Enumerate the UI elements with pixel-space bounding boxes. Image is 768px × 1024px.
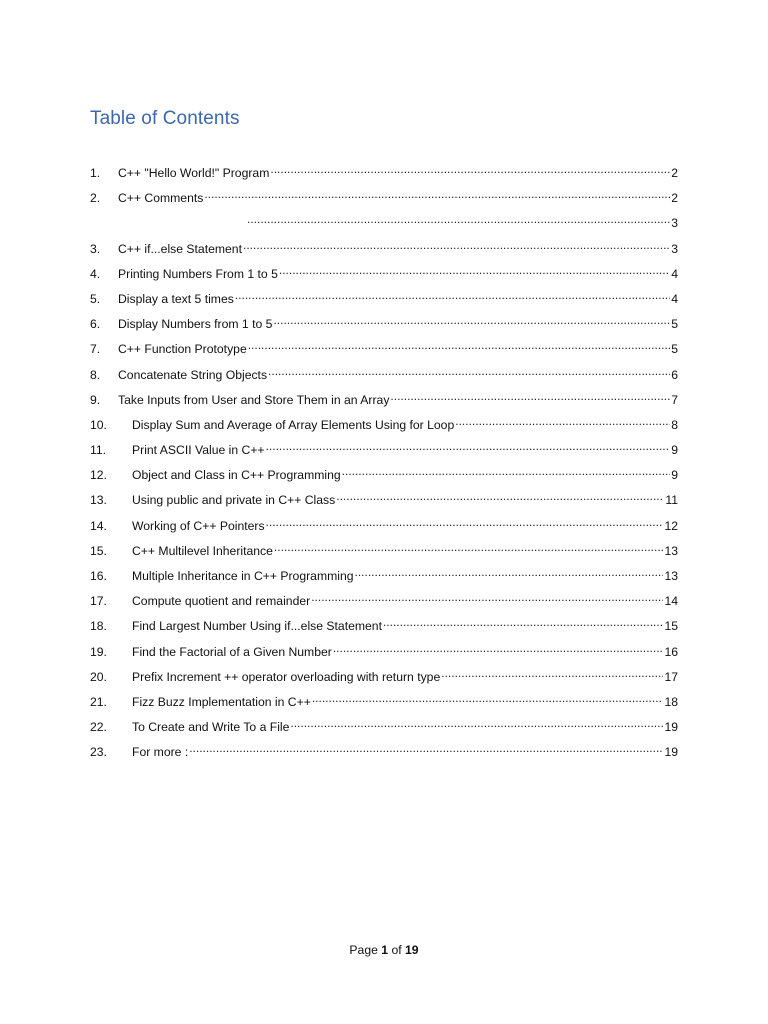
toc-entry-number: 13.: [90, 493, 107, 508]
toc-dot-leader: [333, 644, 664, 656]
toc-entry-page-number[interactable]: 5: [671, 317, 678, 332]
toc-entry-number: 14.: [90, 518, 107, 533]
toc-entry[interactable]: [90, 288, 678, 313]
toc-entry[interactable]: [90, 641, 678, 666]
toc-entry-number: 16.: [90, 569, 107, 583]
toc-dot-leader: [336, 492, 664, 504]
toc-entry-label[interactable]: To Create and Write To a File: [132, 720, 290, 735]
toc-entry-page-number[interactable]: 7: [671, 392, 678, 407]
toc-entry-page-number[interactable]: 2: [671, 166, 678, 180]
toc-entry[interactable]: [90, 741, 678, 766]
toc-entry-label[interactable]: Display Numbers from 1 to 5: [118, 317, 273, 332]
toc-entry[interactable]: [90, 187, 678, 212]
toc-dot-leader: [311, 593, 663, 605]
toc-entry[interactable]: [90, 716, 678, 741]
toc-entry-label[interactable]: Prefix Increment ++ operator overloading with return type: [132, 669, 441, 684]
toc-dot-leader: [204, 190, 670, 202]
toc-entry-page-number[interactable]: 8: [671, 417, 678, 432]
toc-dot-leader: [273, 316, 670, 328]
footer-prefix: Page: [349, 943, 382, 957]
toc-entry-page-number[interactable]: 18: [664, 694, 678, 709]
toc-entry-number: 12.: [90, 468, 107, 483]
toc-entry-number: 19.: [90, 644, 107, 659]
toc-entry-number: 2.: [90, 191, 101, 206]
toc-entry-label[interactable]: Display Sum and Average of Array Elements Using for Loop: [132, 417, 455, 432]
toc-entry[interactable]: [90, 439, 678, 464]
toc-entry-label[interactable]: Find the Factorial of a Given Number: [132, 644, 332, 659]
toc-dot-leader: [266, 442, 671, 454]
toc-entry-page-number[interactable]: 6: [671, 367, 678, 382]
toc-entry-label[interactable]: C++ Comments: [118, 191, 204, 206]
toc-entry-label[interactable]: Compute quotient and remainder: [132, 594, 311, 609]
toc-dot-leader: [441, 669, 663, 681]
toc-entry-page-number[interactable]: 13: [664, 569, 678, 583]
toc-entry-label[interactable]: C++ Multilevel Inheritance: [132, 543, 273, 558]
toc-dot-leader: [455, 417, 670, 429]
toc-dot-leader: [290, 719, 663, 731]
toc-entry-page-number[interactable]: 9: [671, 443, 678, 458]
toc-entry[interactable]: [90, 263, 678, 288]
toc-entry-number: 4.: [90, 266, 101, 281]
footer-current-page: 1: [381, 943, 389, 957]
toc-entry[interactable]: [90, 364, 678, 389]
toc-entry-number: 15.: [90, 543, 107, 558]
toc-entry[interactable]: [90, 414, 678, 439]
toc-entry-label[interactable]: Working of C++ Pointers: [132, 518, 265, 533]
toc-entry-number: 8.: [90, 367, 101, 382]
toc-entry-label[interactable]: C++ "Hello World!" Program: [118, 166, 270, 180]
toc-entry[interactable]: [90, 590, 678, 615]
toc-entry-page-number[interactable]: 3: [671, 241, 678, 256]
footer-middle: of: [388, 943, 405, 957]
toc-dot-leader: [270, 165, 670, 177]
toc-entry-page-number[interactable]: 11: [665, 493, 678, 508]
toc-entry-label[interactable]: Concatenate String Objects: [118, 367, 268, 382]
toc-entry-number: 11.: [90, 443, 107, 458]
toc-entry-number: 1.: [90, 166, 101, 180]
toc-entry-label[interactable]: Fizz Buzz Implementation in C++: [132, 694, 311, 709]
toc-entry-number: 20.: [90, 669, 107, 684]
toc-entry[interactable]: [90, 691, 678, 716]
toc-entry-label[interactable]: For more :: [132, 745, 189, 760]
toc-dot-leader: [279, 266, 670, 278]
toc-entry[interactable]: [90, 313, 678, 338]
toc-entry-number: 7.: [90, 342, 101, 357]
toc-entry-page-number[interactable]: 4: [671, 266, 678, 281]
toc-entry-label[interactable]: Display a text 5 times: [118, 291, 234, 306]
toc-entry[interactable]: [90, 238, 678, 263]
toc-dot-leader: [355, 568, 664, 580]
toc-entry-label[interactable]: Print ASCII Value in C++: [132, 443, 265, 458]
toc-entry-page-number[interactable]: 19: [664, 745, 678, 760]
toc-entry-label[interactable]: C++ Function Prototype: [118, 342, 247, 357]
toc-dot-leader: [189, 744, 663, 756]
toc-entry[interactable]: [90, 338, 678, 363]
toc-entry[interactable]: [90, 565, 678, 590]
toc-entry-number: 3.: [90, 241, 101, 256]
toc-entry-page-number[interactable]: 13: [664, 543, 678, 558]
toc-entry[interactable]: [90, 615, 678, 640]
toc-dot-leader: [268, 367, 670, 379]
toc-entry-label[interactable]: Find Largest Number Using if...else Statement: [132, 619, 382, 634]
toc-entry-page-number[interactable]: 12: [664, 518, 678, 533]
toc-entry-page-number[interactable]: 2: [671, 191, 678, 206]
toc-title: Table of Contents: [90, 108, 240, 129]
toc-entry[interactable]: [90, 666, 678, 691]
toc-dot-leader: [247, 215, 670, 227]
toc-dot-leader: [243, 241, 670, 253]
toc-entry-label[interactable]: Using public and private in C++ Class: [132, 493, 336, 508]
toc-entry-page-number[interactable]: 4: [671, 291, 678, 306]
toc-entry-label[interactable]: Multiple Inheritance in C++ Programming: [132, 569, 354, 583]
toc-entry-page-number[interactable]: 17: [664, 669, 678, 684]
toc-entry-number: 9.: [90, 392, 101, 407]
toc-entry-number: 22.: [90, 720, 107, 735]
toc-dot-leader: [390, 392, 670, 404]
toc-entry-number: 21.: [90, 694, 107, 709]
toc-entry-page-number[interactable]: 3: [671, 216, 678, 231]
toc-entry[interactable]: [90, 389, 678, 414]
toc-entry-page-number[interactable]: 16: [664, 644, 678, 659]
toc-dot-leader: [266, 518, 664, 530]
footer-total-pages: 19: [405, 943, 419, 957]
toc-entry-number: 18.: [90, 619, 107, 634]
page-footer: [0, 943, 768, 957]
toc-entry-page-number[interactable]: 5: [671, 342, 678, 357]
toc-entry-label[interactable]: Object and Class in C++ Programming: [132, 468, 341, 483]
toc-dot-leader: [235, 291, 670, 303]
toc-entry-label[interactable]: Printing Numbers From 1 to 5: [118, 266, 278, 281]
toc-entry[interactable]: [90, 212, 678, 237]
toc-dot-leader: [383, 618, 663, 630]
toc-entry[interactable]: [90, 540, 678, 565]
toc-entry[interactable]: [90, 515, 678, 540]
toc-entry-number: 23.: [90, 745, 107, 760]
toc-entry-label[interactable]: C++ if...else Statement: [118, 241, 242, 256]
toc-entry-number: 10.: [90, 417, 107, 432]
toc-entry-page-number[interactable]: 14: [664, 594, 678, 609]
toc-dot-leader: [248, 341, 671, 353]
toc-entry-page-number[interactable]: 9: [671, 468, 678, 483]
toc-entry-page-number[interactable]: 15: [664, 619, 678, 634]
toc-list: [90, 162, 678, 767]
toc-entry[interactable]: [90, 162, 678, 187]
toc-entry-number: 6.: [90, 317, 101, 332]
toc-dot-leader: [312, 694, 664, 706]
toc-entry-number: 17.: [90, 594, 107, 609]
toc-dot-leader: [342, 467, 671, 479]
toc-entry-page-number[interactable]: 19: [664, 720, 678, 735]
toc-dot-leader: [274, 543, 664, 555]
toc-entry[interactable]: [90, 489, 678, 514]
toc-entry-number: 5.: [90, 291, 101, 306]
toc-entry[interactable]: [90, 464, 678, 489]
toc-entry-label[interactable]: Take Inputs from User and Store Them in an Array: [118, 392, 390, 407]
